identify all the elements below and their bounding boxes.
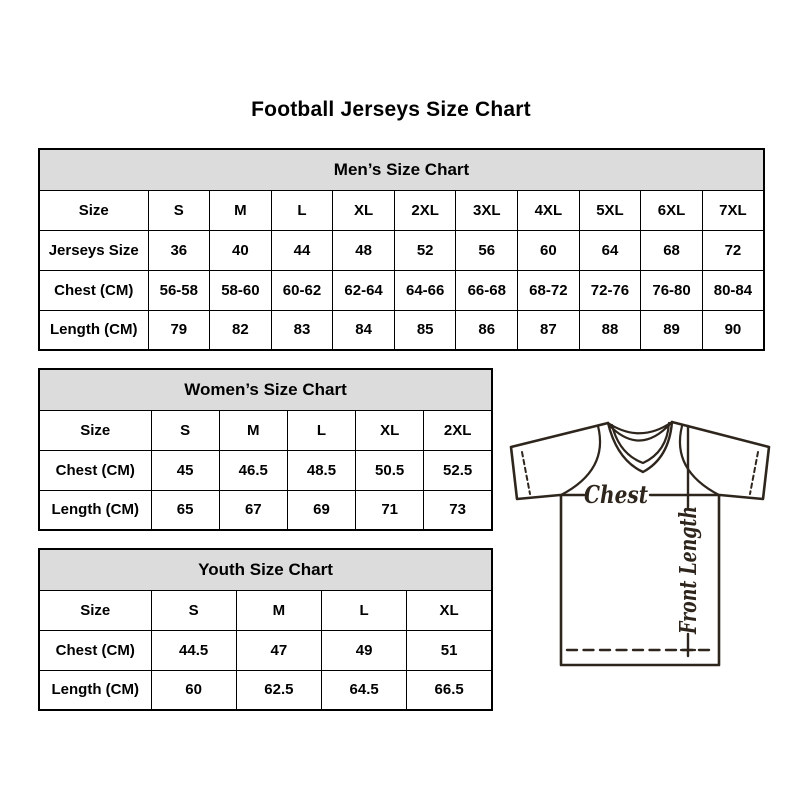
table-cell: 47 [236,630,321,670]
table-caption: Women’s Size Chart [39,369,492,410]
table-cell: 36 [148,230,210,270]
table-caption-row [39,549,492,590]
jersey-outline-icon [505,398,775,683]
jersey-body-outline [511,422,769,665]
table-cell: M [219,410,287,450]
table-cell: 72-76 [579,270,641,310]
table-cell: 84 [333,310,395,350]
table-cell: M [210,190,272,230]
table-cell: 68-72 [518,270,580,310]
jersey-measurement-diagram [505,398,775,683]
right-armhole-seam [680,426,719,495]
table-cell: 87 [518,310,580,350]
table-cell: 2XL [394,190,456,230]
womens-size-table [38,368,493,531]
table-row [39,670,492,710]
table-caption: Youth Size Chart [39,549,492,590]
front-length-label: Front Length [675,464,702,634]
table-cell: 67 [219,490,287,530]
table-cell: 5XL [579,190,641,230]
row-label: Jerseys Size [39,230,148,270]
table-cell: 48 [333,230,395,270]
table-cell: 64 [579,230,641,270]
table-cell: S [151,590,236,630]
table-cell: 52 [394,230,456,270]
table-cell: L [287,410,355,450]
table-cell: 89 [641,310,703,350]
table-cell: 80-84 [702,270,764,310]
table-cell: 46.5 [219,450,287,490]
table-cell: 62.5 [236,670,321,710]
table-cell: S [151,410,219,450]
table-cell: 82 [210,310,272,350]
table-cell: 62-64 [333,270,395,310]
table-cell: 65 [151,490,219,530]
row-label: Size [39,410,151,450]
table-cell: 86 [456,310,518,350]
table-caption-row [39,149,764,190]
row-label: Size [39,190,148,230]
mens-size-table [38,148,765,351]
table-cell: 83 [271,310,333,350]
table-cell: 79 [148,310,210,350]
table-cell: 60-62 [271,270,333,310]
table-cell: 40 [210,230,272,270]
table-cell: 7XL [702,190,764,230]
table-row [39,410,492,450]
table-row [39,490,492,530]
table-row [39,270,764,310]
row-label: Length (CM) [39,490,151,530]
table-cell: 88 [579,310,641,350]
table-cell: 52.5 [424,450,492,490]
table-cell: 50.5 [356,450,424,490]
left-cuff-dashed-line [522,452,530,494]
row-label: Length (CM) [39,310,148,350]
table-cell: L [322,590,407,630]
table-caption-row [39,369,492,410]
table-cell: 51 [407,630,492,670]
table-cell: 85 [394,310,456,350]
table-row [39,630,492,670]
table-cell: XL [333,190,395,230]
table-row [39,230,764,270]
row-label: Length (CM) [39,670,151,710]
table-cell: 72 [702,230,764,270]
table-cell: XL [407,590,492,630]
table-row [39,190,764,230]
table-cell: 66-68 [456,270,518,310]
table-cell: 69 [287,490,355,530]
table-cell: 2XL [424,410,492,450]
row-label: Chest (CM) [39,270,148,310]
table-cell: 60 [151,670,236,710]
table-cell: M [236,590,321,630]
table-cell: 58-60 [210,270,272,310]
table-row [39,450,492,490]
table-row [39,590,492,630]
page-title: Football Jerseys Size Chart [251,98,531,121]
table-cell: 4XL [518,190,580,230]
table-cell: 44 [271,230,333,270]
table-cell: 76-80 [641,270,703,310]
table-cell: 45 [151,450,219,490]
row-label: Chest (CM) [39,630,151,670]
table-cell: 66.5 [407,670,492,710]
table-cell: 90 [702,310,764,350]
table-cell: 64-66 [394,270,456,310]
table-cell: 71 [356,490,424,530]
table-cell: 56 [456,230,518,270]
table-cell: 6XL [641,190,703,230]
row-label: Size [39,590,151,630]
table-cell: XL [356,410,424,450]
table-cell: S [148,190,210,230]
table-cell: 56-58 [148,270,210,310]
table-cell: 49 [322,630,407,670]
table-cell: 60 [518,230,580,270]
table-cell: 3XL [456,190,518,230]
chest-label: Chest [584,480,648,509]
youth-size-table [38,548,493,711]
table-row [39,310,764,350]
table-cell: 44.5 [151,630,236,670]
table-cell: L [271,190,333,230]
table-cell: 68 [641,230,703,270]
table-cell: 64.5 [322,670,407,710]
table-caption: Men’s Size Chart [39,149,764,190]
right-cuff-dashed-line [750,452,758,494]
table-cell: 48.5 [287,450,355,490]
row-label: Chest (CM) [39,450,151,490]
table-cell: 73 [424,490,492,530]
